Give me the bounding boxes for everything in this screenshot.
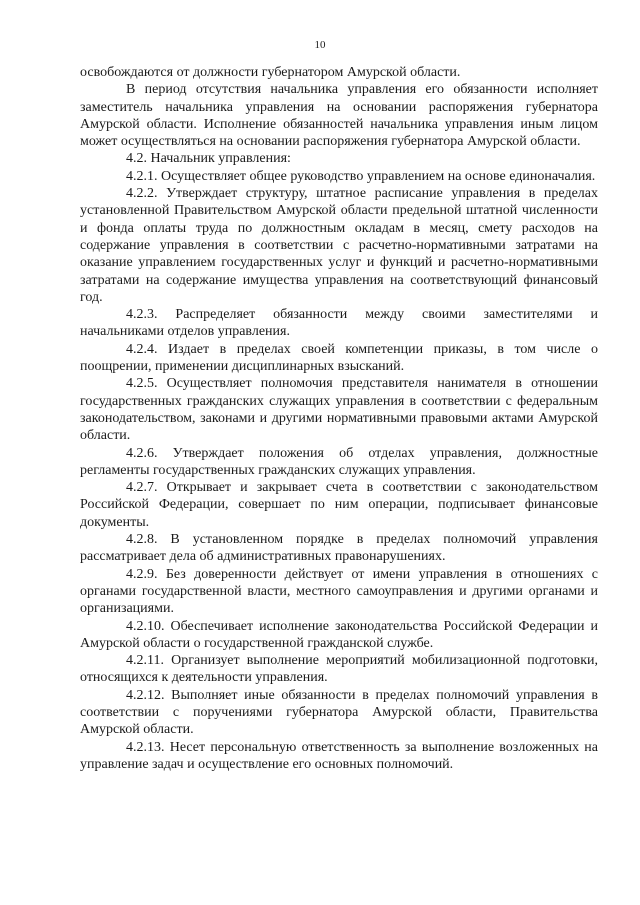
clause-4-2-7: 4.2.7. Открывает и закрывает счета в соответствии с законодательством Российской Федерации, совершает по ним операции, подписывает финансовые документы. xyxy=(80,480,598,530)
clause-4-2-8: 4.2.8. В установленном порядке в пределах полномочий управления рассматривает дела об административных правонарушениях. xyxy=(80,532,598,565)
clause-4-2-5: 4.2.5. Осуществляет полномочия представителя нанимателя в отношении государственных гражданских служащих управления в соответствии с федеральным законодательством, законами и другими нормативными правовыми актами Амурской области. xyxy=(80,376,598,444)
paragraph-continuation: освобождаются от должности губернатором Амурской области. xyxy=(80,65,461,80)
clause-4-2-4: 4.2.4. Издает в пределах своей компетенции приказы, в том числе о поощрении, применении дисциплинарных взысканий. xyxy=(80,341,598,375)
page-number: 10 xyxy=(314,39,326,51)
paragraph-acting-head: В период отсутствия начальника управления его обязанности исполняет заместитель начальника управления на основании распоряжения губернатора Амурской области. Исполнение обязанностей начальника управления иным лицом может осуществляться на основании распоряжения губернатора Амурской области. xyxy=(80,82,598,150)
clause-4-2-6: 4.2.6. Утверждает положения об отделах управления, должностные регламенты государственных гражданских служащих управления. xyxy=(80,445,598,478)
clause-4-2-13: 4.2.13. Несет персональную ответственность за выполнение возложенных на управление задач и осуществление его основных полномочий. xyxy=(80,739,598,772)
clause-4-2-2: 4.2.2. Утверждает структуру, штатное расписание управления в пределах установленной Правительством Амурской области предельной штатной численности и фонда оплаты труда по должностным окладам в месяц, смету расходов на содержание управления в соответствии с расчетно-нормативными затратами на оказание управлением государственных услуг и функций и расчетно-нормативными затратами на содержание имущества управления на соответствующий финансовый год. xyxy=(80,186,598,305)
clause-4-2-3: 4.2.3. Распределяет обязанности между своими заместителями и начальниками отделов управления. xyxy=(80,307,598,340)
document-body xyxy=(80,64,598,773)
section-heading-4-2: 4.2. Начальник управления: xyxy=(126,151,291,167)
clause-4-2-1: 4.2.1. Осуществляет общее руководство управлением на основе единоначалия. xyxy=(126,168,596,184)
clause-4-2-9: 4.2.9. Без доверенности действует от имени управления в отношениях с органами государственной власти, местного самоуправления и другими органами и организациями. xyxy=(80,566,598,617)
clause-4-2-10: 4.2.10. Обеспечивает исполнение законодательства Российской Федерации и Амурской области о государственной гражданской службе. xyxy=(80,618,598,651)
clause-4-2-12: 4.2.12. Выполняет иные обязанности в пределах полномочий управления в соответствии с поручениями губернатора Амурской области, Правительства Амурской области. xyxy=(80,687,598,738)
clause-4-2-11: 4.2.11. Организует выполнение мероприятий мобилизационной подготовки, относящихся к деятельности управления. xyxy=(80,653,598,686)
